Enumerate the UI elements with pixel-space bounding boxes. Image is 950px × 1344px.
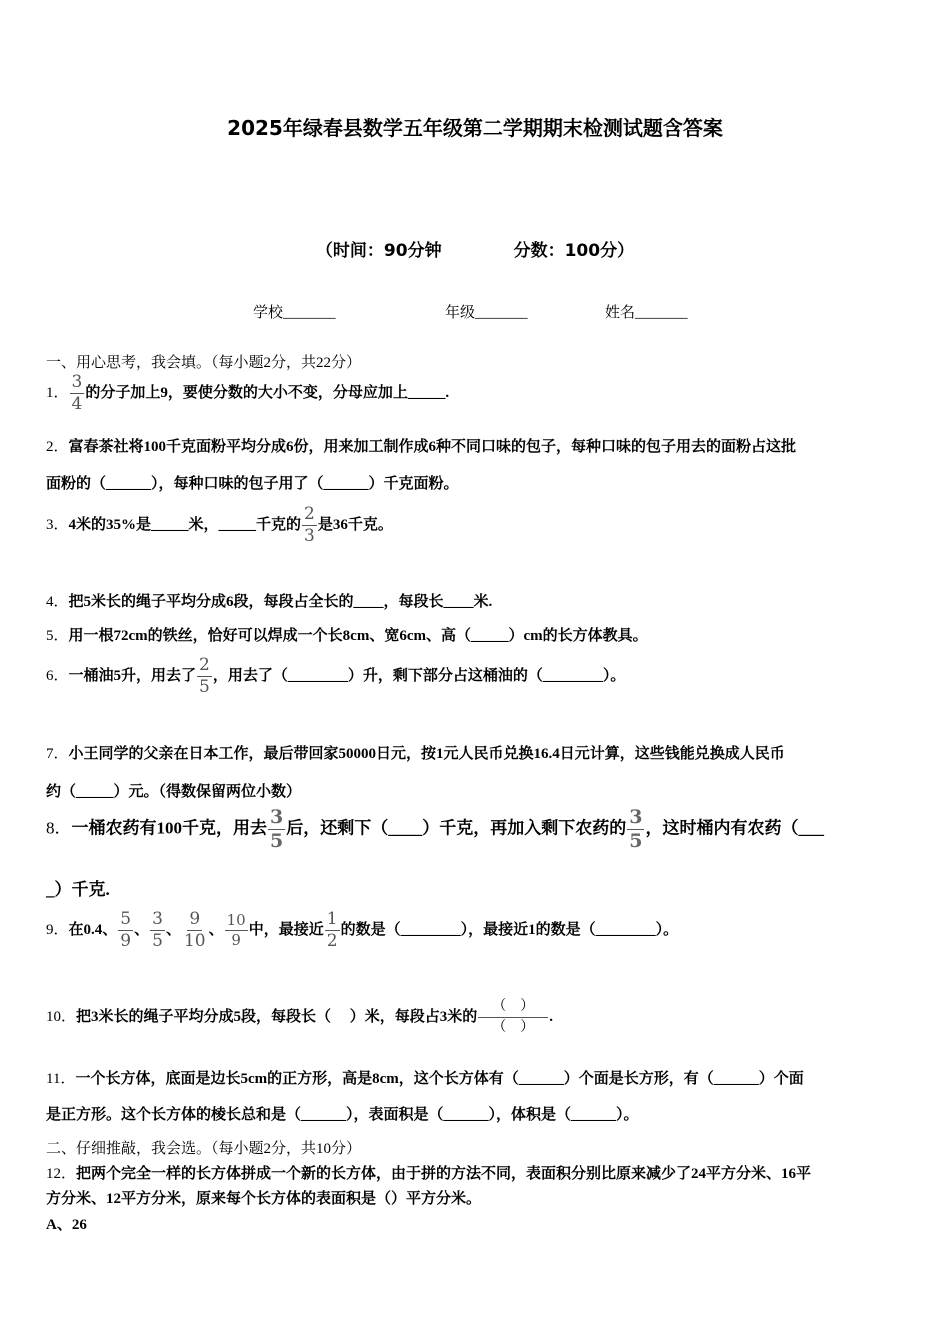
question-6 bbox=[46, 657, 625, 696]
fraction: $\frac{3}{5}$ bbox=[270, 806, 284, 852]
school-field: 学校_______ bbox=[253, 305, 336, 321]
question-text: ，用去了（________）升，剩下部分占这桶油的（________）。 bbox=[212, 667, 626, 684]
question-2-line-2: 面粉的（______），每种口味的包子用了（______）千克面粉。 bbox=[46, 476, 459, 492]
question-text: 的分子加上9，要使分数的大小不变，分母应加上_____. bbox=[85, 384, 450, 401]
question-number: 10． bbox=[46, 1008, 77, 1025]
question-number: 2． bbox=[46, 439, 69, 455]
question-3 bbox=[46, 506, 393, 545]
fraction: $\frac{3}{5}$ bbox=[629, 806, 643, 852]
question-text: 富春茶社将100千克面粉平均分成6份，用来加工制作成6种不同口味的包子，每种口味的包子用去的面粉占这批 bbox=[68, 439, 797, 455]
question-text: 在0.4、 bbox=[68, 921, 118, 938]
score-info: 分数：100分） bbox=[513, 241, 635, 261]
question-text: 一桶油5升，用去了 bbox=[68, 667, 197, 684]
name-field: 姓名_______ bbox=[605, 305, 688, 321]
fraction: $\frac{5}{9}$ bbox=[120, 909, 132, 951]
fraction: $\frac{10}{9}$ bbox=[226, 911, 246, 949]
fraction: $\frac{2}{5}$ bbox=[199, 655, 210, 697]
question-11 bbox=[46, 1067, 804, 1088]
question-text: 用一根72cm的铁丝，恰好可以焊成一个长8cm、宽6cm、高（_____）cm的长方体教具。 bbox=[68, 628, 648, 644]
question-text: 是36千克。 bbox=[317, 516, 393, 533]
question-8 bbox=[46, 808, 824, 851]
exam-meta bbox=[0, 236, 950, 261]
fraction: $\frac{3}{4}$ bbox=[71, 372, 83, 414]
question-text: 小王同学的父亲在日本工作，最后带回家50000日元，按1元人民币兑换16.4日元计算，这些钱能兑换成人民币 bbox=[68, 746, 785, 762]
question-number: 4． bbox=[46, 594, 69, 610]
question-2 bbox=[46, 435, 796, 456]
question-number: 6． bbox=[46, 667, 69, 684]
question-11-line-2: 是正方形。这个长方体的棱长总和是（______），表面积是（______），体积是（______）。 bbox=[46, 1107, 639, 1123]
question-1 bbox=[46, 374, 449, 413]
question-4 bbox=[46, 590, 492, 611]
question-text: ，这时桶内有农药（___ bbox=[645, 818, 824, 838]
question-text: 一桶农药有100千克，用去 bbox=[71, 818, 267, 838]
question-10 bbox=[46, 1000, 553, 1035]
fraction: $\frac{2}{3}$ bbox=[304, 504, 315, 546]
question-text: 把5米长的绳子平均分成6段，每段占全长的____，每段长____米. bbox=[68, 594, 493, 610]
question-number: 1． bbox=[46, 384, 69, 401]
question-text: 的数是（________），最接近1的数是（________）。 bbox=[340, 921, 679, 938]
question-12-line-2: 方分米、12平方分米，原来每个长方体的表面积是（）平方分米。 bbox=[46, 1191, 482, 1207]
question-text: 一个长方体，底面是边长5cm的正方形，高是8cm，这个长方体有（______）个面是长方形，有（______）个面 bbox=[75, 1071, 804, 1087]
option-a: A、26 bbox=[46, 1217, 87, 1233]
question-text: 4米的35%是_____米，_____千克的 bbox=[68, 516, 302, 533]
question-text: . bbox=[549, 1008, 554, 1025]
question-7 bbox=[46, 742, 785, 763]
section-heading-2: 二、仔细推敲，我会选。（每小题2分，共10分） bbox=[46, 1141, 362, 1157]
question-12 bbox=[46, 1162, 811, 1183]
question-number: 3． bbox=[46, 516, 69, 533]
grade-field: 年级_______ bbox=[445, 305, 528, 321]
question-7-line-2: 约（_____）元。（得数保留两位小数） bbox=[46, 784, 302, 800]
question-number: 8． bbox=[46, 818, 72, 838]
fraction: $\frac{1}{2}$ bbox=[326, 909, 338, 951]
question-text: 把3米长的绳子平均分成5段，每段长（ ）米，每段占3米的 bbox=[76, 1008, 478, 1025]
question-number: 11． bbox=[46, 1071, 76, 1087]
question-8-line-2: _）千克. bbox=[46, 880, 110, 899]
fraction-blank: $\frac{( )}{( )}$ bbox=[478, 1000, 548, 1035]
question-text: 把两个完全一样的长方体拼成一个新的长方体，由于拼的方法不同，表面积分别比原来减少了24平方分米、16平 bbox=[76, 1166, 812, 1182]
fraction: $\frac{9}{10}$ bbox=[183, 909, 206, 951]
question-text: 后，还剩下（____）千克，再加入剩下农药的 bbox=[286, 818, 627, 838]
page-title: 2025年绿春县数学五年级第二学期期末检测试题含答案 bbox=[227, 116, 723, 140]
fraction: $\frac{3}{5}$ bbox=[152, 909, 163, 951]
question-number: 7． bbox=[46, 746, 69, 762]
question-5 bbox=[46, 624, 648, 645]
time-info: （时间：90分钟 bbox=[315, 241, 442, 261]
question-number: 9． bbox=[46, 921, 69, 938]
section-heading-1: 一、用心思考，我会填。（每小题2分，共22分） bbox=[46, 355, 362, 371]
question-text: 中，最接近 bbox=[248, 921, 324, 938]
question-number: 5． bbox=[46, 628, 69, 644]
question-number: 12． bbox=[46, 1166, 77, 1182]
question-9: 9．在0.4、 $\frac{5}{9}$ 、 $\frac{3}{5}$ 、 $\frac{9}{10}$ 、 $\frac{10}{9}$ 中，最接近 $\frac{1}{2}$ 的数是（________），最接近1的数是（________）。 bbox=[46, 909, 679, 951]
